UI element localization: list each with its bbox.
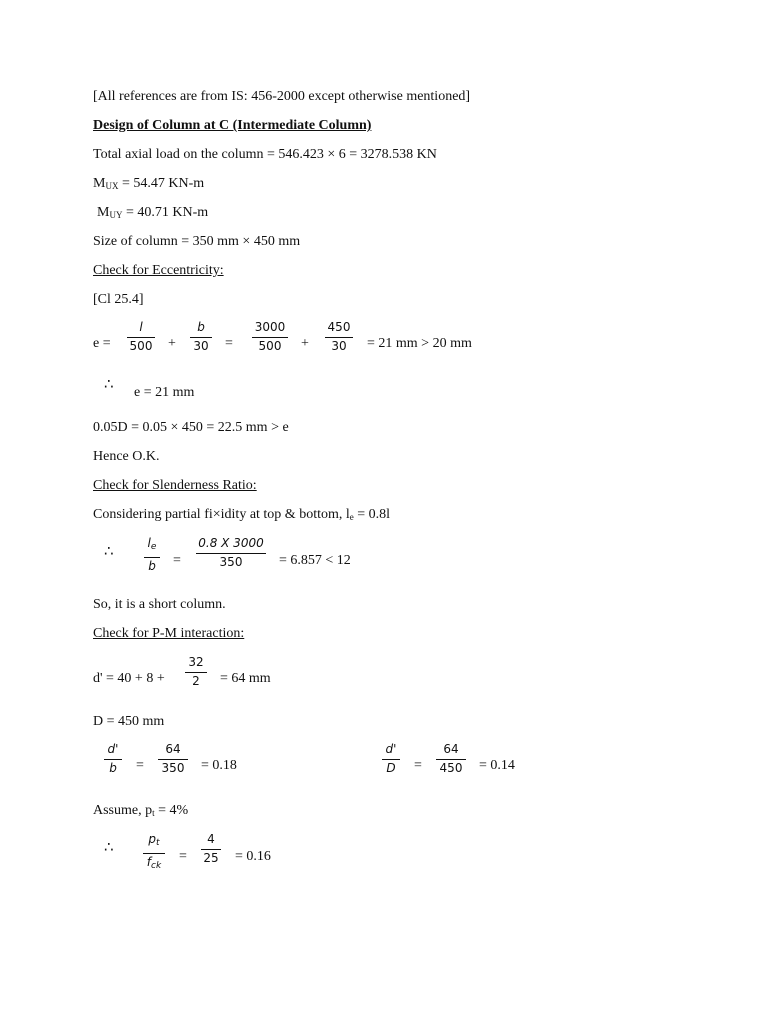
column-size: Size of column = 350 mm × 450 mm (93, 234, 301, 249)
slenderness-result: = 6.857 < 12 (279, 553, 351, 568)
pm-heading: Check for P-M interaction: (93, 626, 245, 641)
mux-line: $M_{UX} = 54.47$ KN-m (93, 176, 205, 191)
dprime-lhs: d' = 40 + 8 + (93, 671, 165, 686)
equals-sign: = (136, 758, 144, 773)
assume-pt: Assume, $p_t = 4\%$ (93, 803, 189, 818)
fraction-4-25: 4 25 (201, 832, 221, 866)
fraction-dprime-d: d' D (382, 742, 400, 776)
fraction-pt-fck: $p_t$ $f_{ck}$ (143, 832, 165, 874)
fraction-3000-500: 3000 500 (252, 320, 288, 354)
equals-sign: = (414, 758, 422, 773)
fraction-le-b: $l_e$ b (144, 536, 160, 574)
equals-sign: = (173, 553, 181, 568)
eccentricity-heading: Check for Eccentricity: (93, 263, 224, 278)
hence-ok: Hence O.K. (93, 449, 160, 464)
slenderness-heading: Check for Slenderness Ratio: (93, 478, 257, 493)
equals-sign: = (225, 336, 233, 351)
check-005d: 0.05D = 0.05 × 450 = 22.5 mm > e (93, 420, 289, 435)
fraction-l-500: l 500 (127, 320, 155, 354)
fraction-08x3000-350: 0.8 X 3000 350 (196, 536, 266, 570)
ratio1-result: = 0.18 (201, 758, 237, 773)
short-column-note: So, it is a short column. (93, 597, 226, 612)
reference-note: [All references are from IS: 456-2000 except otherwise mentioned] (93, 89, 471, 104)
total-axial-load: Total axial load on the column = 546.423 × 6 = 3278.538 KN (93, 147, 437, 162)
eccentricity-value: e = 21 mm (134, 385, 195, 400)
fraction-450-30: 450 30 (325, 320, 353, 354)
clause-ref: [Cl 25.4] (93, 292, 144, 307)
depth-value: D = 450 mm (93, 714, 165, 729)
therefore-icon: ∴ (104, 375, 114, 393)
equals-sign: = (179, 849, 187, 864)
fraction-dprime-b: d' b (104, 742, 122, 776)
fraction-64-350: 64 350 (158, 742, 188, 776)
muy-line: $M_{UY} = 40.71$ KN-m (97, 205, 209, 220)
partial-fixity: Considering partial fi×idity at top & bottom, $l_e = 0.8l$ (93, 507, 391, 522)
therefore-icon: ∴ (104, 838, 114, 856)
ecc-result: = 21 mm > 20 mm (367, 336, 472, 351)
fraction-32-2: 32 2 (185, 655, 207, 689)
therefore-icon: ∴ (104, 542, 114, 560)
section-title: Design of Column at C (Intermediate Column) (93, 118, 372, 133)
ratio2-result: = 0.14 (479, 758, 515, 773)
fraction-64-450: 64 450 (436, 742, 466, 776)
pt-result: = 0.16 (235, 849, 271, 864)
ecc-lhs: e = (93, 336, 111, 351)
fraction-b-30: b 30 (190, 320, 212, 354)
dprime-result: = 64 mm (220, 671, 271, 686)
plus-sign: + (301, 336, 309, 351)
plus-sign: + (168, 336, 176, 351)
